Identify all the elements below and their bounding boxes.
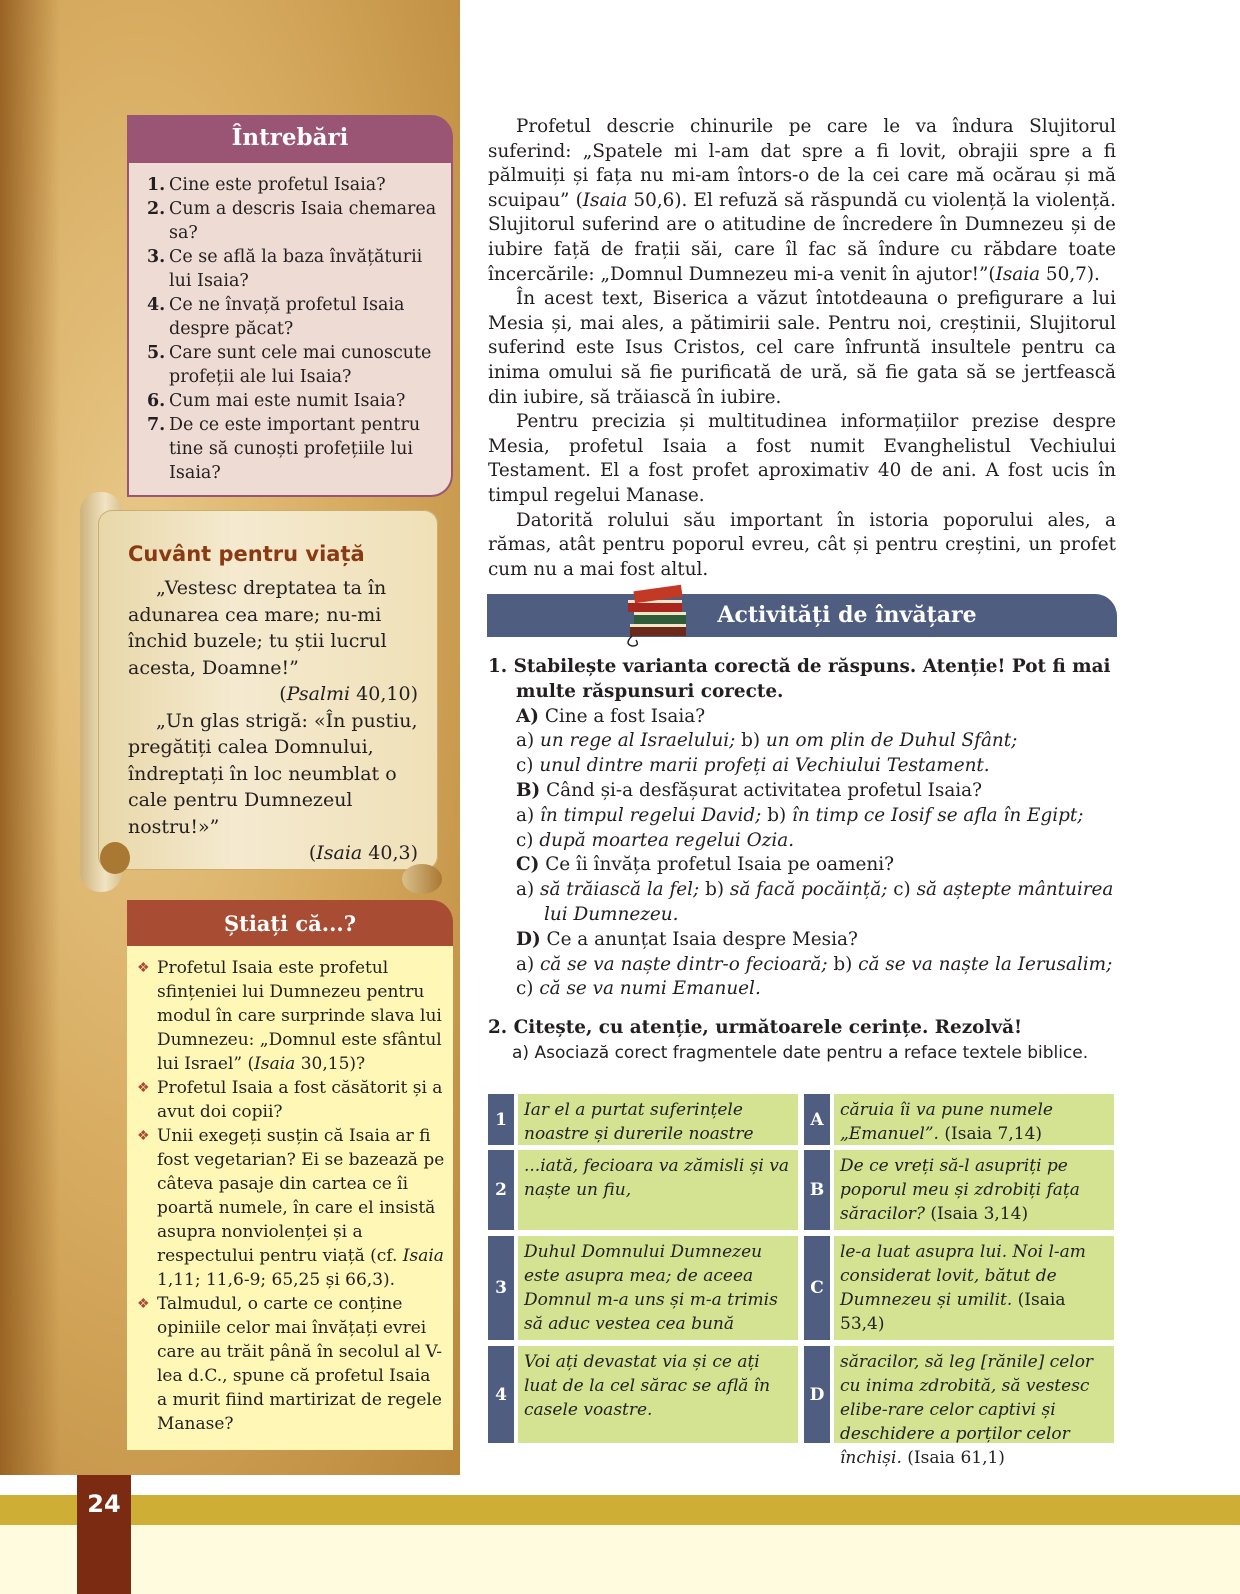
- match-number: 1: [488, 1094, 514, 1145]
- answer-options: c) după moartea regelui Ozia.: [516, 829, 795, 851]
- word-for-life-title: Cuvânt pentru viață: [128, 542, 365, 566]
- question: A) Cine a fost Isaia?: [516, 705, 706, 727]
- scroll-curl: [402, 864, 442, 894]
- quote: „Un glas strigă: «În pustiu, pregătiți calea Domnului, îndreptați în loc neumblat o cale pentru Dumnezeul nostru!»”: [128, 709, 418, 838]
- list-item: ❖ Talmudul, o carte ce conține opiniile celor mai învățați evrei care au trăit până în secolul al V-lea d.C., spune că profetul Isaia a murit fiind martirizat de regele Manase?: [137, 1294, 442, 1434]
- exercise-1: [488, 655, 1118, 1002]
- match-fragment: căruia îi va pune numele „Emanuel”. (Isaia 7,14): [834, 1094, 1114, 1145]
- list-item: ❖ Profetul Isaia este profetul sfințeniei lui Dumnezeu pentru modul în care surprinde slava lui Dumnezeu: „Domnul este sfântul lui Israel” (Isaia 30,15)?: [137, 958, 442, 1074]
- list-item: 5. Care sunt cele mai cunoscute profeții ale lui Isaia?: [147, 343, 432, 387]
- did-you-know-title: Știați că...?: [127, 900, 453, 946]
- match-number: 3: [488, 1236, 514, 1340]
- exercise-title: 1. Stabilește varianta corectă de răspuns. Atenție! Pot fi mai multe răspunsuri corecte.: [488, 656, 1111, 702]
- word-for-life-scroll: [80, 492, 452, 902]
- answer-options: a) că se va naște dintr-o fecioară; b) că se va naște la Ierusalim;: [516, 953, 1113, 975]
- quote-reference: (Isaia 40,3): [308, 842, 418, 864]
- list-item: 6. Cum mai este numit Isaia?: [147, 391, 406, 411]
- paragraph: Pentru precizia și multitudinea informațiilor prezise despre Mesia, profetul Isaia a fost numit Evanghelistul Vechiului Testament. El a fost profet aproximativ 40 de ani. A fost ucis în timpul regelui Manase.: [488, 411, 1116, 506]
- questions-list: [129, 163, 451, 485]
- paragraph: Datorită rolului său important în istoria poporului ales, a rămas, atât pentru poporul evreu, cât și pentru creștini, un profet cum nu a mai fost altul.: [488, 509, 1116, 580]
- match-fragment: le-a luat asupra lui. Noi l-am considerat lovit, bătut de Dumnezeu și umilit. (Isaia 53,4): [834, 1236, 1114, 1340]
- footer-bottom: [0, 1525, 1240, 1594]
- list-item: 2. Cum a descris Isaia chemarea sa?: [147, 199, 437, 243]
- list-item: 1. Cine este profetul Isaia?: [147, 175, 386, 195]
- page-number: 24: [87, 1490, 121, 1518]
- list-item: 4. Ce ne învață profetul Isaia despre păcat?: [147, 295, 405, 339]
- answer-options: a) un rege al Israelului; b) un om plin de Duhul Sfânt;: [516, 730, 1018, 752]
- scroll-curl: [100, 842, 130, 874]
- answer-options: c) că se va numi Emanuel.: [516, 978, 761, 1000]
- question: C) Ce îi învăța profetul Isaia pe oameni?: [516, 854, 894, 876]
- exercise-title: 2. Citește, cu atenție, următoarele cerințe. Rezolvă!: [488, 1017, 1023, 1038]
- diamond-bullet-icon: ❖: [137, 1128, 150, 1144]
- activities-title: Activități de învățare: [717, 602, 977, 628]
- match-letter: A: [804, 1094, 830, 1145]
- quote-reference: (Psalmi 40,10): [279, 683, 418, 705]
- list-item: ❖ Profetul Isaia a fost căsătorit și a avut doi copii?: [137, 1078, 443, 1122]
- paragraph: Profetul descrie chinurile pe care le va îndura Slujitorul suferind: „Spatele mi l-am dat spre a fi lovit, obrajii spre a fi pălmuiți și fața nu mi-am întors-o de la cei care mă ocărau și mă scuipau” (Isaia 50,6). El refuză să răspundă cu violență la violență. Slujitorul suferind are o atitudine de încredere în Dumnezeu și de iubire față de frații săi, care îl fac să îndure cu răbdare toate încercările: „Domnul Dumnezeu mi-a venit în ajutor!”(Isaia 50,7).: [488, 116, 1116, 285]
- diamond-bullet-icon: ❖: [137, 1080, 150, 1096]
- match-letter: D: [804, 1346, 830, 1443]
- match-fragment: De ce vreți să-l asupriți pe poporul meu și zdrobiți fața săracilor? (Isaia 3,14): [834, 1150, 1114, 1230]
- list-item: 3. Ce se află la baza învățăturii lui Isaia?: [147, 247, 423, 291]
- questions-box: [127, 115, 457, 500]
- footer-band: [0, 1495, 1240, 1525]
- main-text: [488, 115, 1116, 582]
- diamond-bullet-icon: ❖: [137, 1296, 150, 1312]
- list-item: ❖ Unii exegeți susțin că Isaia ar fi fost vegetarian? Ei se bazează pe câteva pasaje din cartea ce îi poartă numele, în care el insistă asupra nonviolenței și a respectului pentru viață (cf. Isaia 1,11; 11,6-9; 65,25 și 66,3).: [137, 1126, 445, 1290]
- match-letter: B: [804, 1150, 830, 1230]
- answer-options: c) unul dintre marii profeți ai Vechiului Testament.: [516, 755, 990, 777]
- diamond-bullet-icon: ❖: [137, 960, 150, 976]
- did-you-know-box: [127, 900, 457, 1450]
- list-item: 7. De ce este important pentru tine să cunoști profețiile lui Isaia?: [147, 415, 421, 483]
- exercise-2: [488, 1016, 1118, 1066]
- answer-options: a) în timpul regelui David; b) în timp ce Iosif se afla în Egipt;: [516, 804, 1084, 826]
- paragraph: În acest text, Biserica a văzut întotdeauna o prefigurare a lui Mesia și, mai ales, a pătimirii sale. Pentru noi, creștinii, Slujitorul suferind este Isus Cristos, cel care înfruntă insultele pentru ca inima omului să fie purificată de ură, să fie gata să se jertfească din iubire, să trăiască în iubire.: [488, 288, 1116, 408]
- match-letter: C: [804, 1236, 830, 1340]
- books-icon: [622, 578, 694, 648]
- match-fragment: Voi ați devastat via și ce ați luat de la cel sărac se află în casele voastre.: [518, 1346, 798, 1443]
- questions-title: Întrebări: [127, 115, 453, 163]
- question: D) Ce a anunțat Isaia despre Mesia?: [516, 928, 858, 950]
- match-fragment: Duhul Domnului Dumnezeu este asupra mea; de aceea Domnul m-a uns și m-a trimis să aduc vestea cea bună: [518, 1236, 798, 1340]
- match-number: 2: [488, 1150, 514, 1230]
- answer-options: a) să trăiască la fel; b) să facă pocăință; c) să aștepte mântuirea lui Dumnezeu.: [516, 879, 1114, 925]
- exercise-instruction: a) Asociază corect fragmentele date pentru a reface textele biblice.: [512, 1042, 1089, 1063]
- match-number: 4: [488, 1346, 514, 1443]
- match-fragment: săracilor, să leg [rănile] celor cu inima zdrobită, să vestesc elibe-rare celor captivi și deschidere a porților celor închiși. (Isaia 61,1): [834, 1346, 1114, 1443]
- question: B) Când și-a desfășurat activitatea profetul Isaia?: [516, 779, 982, 801]
- match-fragment: Iar el a purtat suferințele noastre și durerile noastre: [518, 1094, 798, 1145]
- match-fragment: ...iată, fecioara va zămisli și va naște un fiu,: [518, 1150, 798, 1230]
- quote: „Vestesc dreptatea ta în adunarea cea mare; nu-mi închid buzele; tu știi lucrul acesta, Doamne!”: [128, 577, 387, 679]
